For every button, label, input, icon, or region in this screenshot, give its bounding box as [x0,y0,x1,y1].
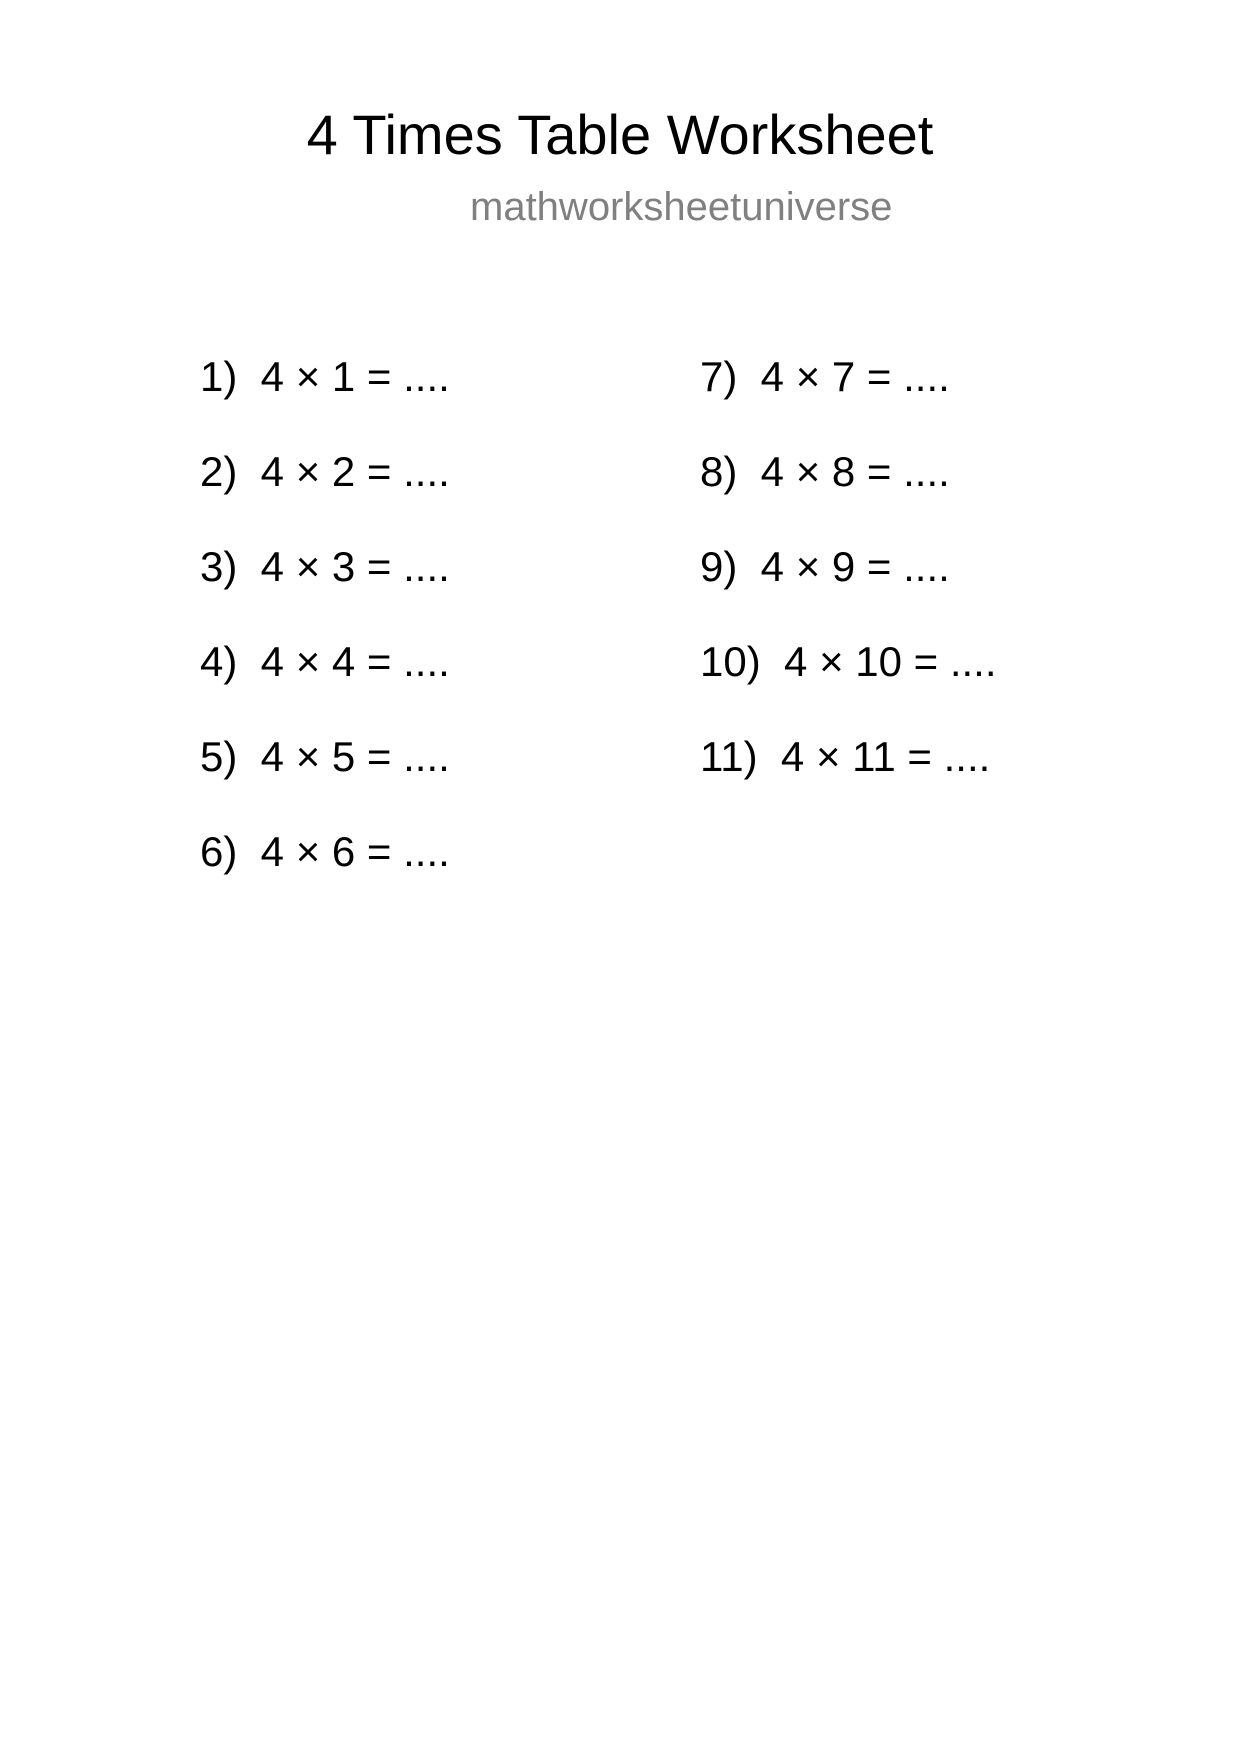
problem-8: 8) 4 × 8 = .... [700,448,950,495]
problems-column-left [200,350,450,920]
problem-5: 5) 4 × 5 = .... [200,733,450,780]
problem-11: 11) 4 × 11 = .... [700,733,991,780]
problem-1: 1) 4 × 1 = .... [200,353,450,400]
problem-3: 3) 4 × 3 = .... [200,543,450,590]
problem-2: 2) 4 × 2 = .... [200,448,450,495]
source-label: mathworksheetuniverse [470,185,893,229]
problem-10: 10) 4 × 10 = .... [700,638,997,685]
worksheet-title: 4 Times Table Worksheet [306,103,934,166]
problem-9: 9) 4 × 9 = .... [700,543,950,590]
problems-column-right [700,350,997,825]
problem-7: 7) 4 × 7 = .... [700,353,950,400]
problem-4: 4) 4 × 4 = .... [200,638,450,685]
problem-6: 6) 4 × 6 = .... [200,828,450,875]
